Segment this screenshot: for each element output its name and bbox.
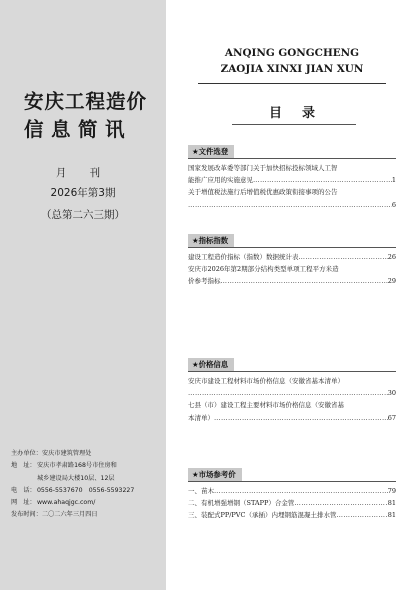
toc-entry-page: 67	[387, 413, 396, 422]
toc-section-indices	[188, 228, 396, 288]
toc-entry-title: 安庆市建设工程材料市场价格信息（安徽省基本清单）	[188, 377, 344, 385]
website-row	[11, 497, 165, 509]
address-row	[11, 460, 165, 472]
section-label: ★文件选登	[188, 145, 234, 158]
section-label: ★价格信息	[188, 358, 234, 371]
toc-entry[interactable]	[188, 162, 396, 186]
section-label: ★市场参考价	[188, 468, 242, 481]
phone-label: 电 话：	[11, 486, 36, 494]
colophon	[11, 448, 165, 522]
section-rule	[188, 158, 396, 159]
toc-entry-leader	[188, 275, 396, 287]
address-line1: 安庆市孝肃路168号市住房和	[37, 462, 117, 470]
website-link[interactable]: www.ahaqjgc.com/	[37, 499, 96, 507]
toc-entry[interactable]	[188, 186, 396, 210]
english-masthead	[178, 46, 406, 77]
section-rule	[188, 247, 396, 248]
section-label: ★指标指数	[188, 234, 234, 247]
english-masthead-line2: ZAOJIA XINXI JIAN XUN	[220, 62, 364, 75]
toc-entry-page: 1	[391, 176, 396, 185]
section-rule	[188, 371, 396, 372]
publish-date-row	[11, 509, 165, 521]
toc-entry-page: 26	[387, 253, 396, 261]
toc-entry-title: 安庆市2026年第2期部分结构类型单项工程平方米造	[188, 265, 339, 274]
toc-title: 目录	[268, 106, 335, 121]
total-issue-number: （总第二六三期）	[41, 209, 125, 221]
phone-row	[11, 485, 165, 497]
toc-entry[interactable]	[188, 263, 396, 287]
address-line2: 城乡建设局大楼10层、12层	[37, 474, 115, 482]
toc-section-market-reference	[188, 462, 396, 522]
toc-entry-title: 关于增值税法施行后增值税优惠政策衔接事项的公告	[188, 188, 338, 197]
section-rule	[188, 481, 396, 482]
toc-section-documents	[188, 139, 396, 211]
toc-entry-title: 一、苗木	[188, 487, 214, 495]
address-label: 地 址：	[11, 462, 36, 470]
toc-entry-title: 七县（市）建设工程主要材料市场价格信息（安徽省基	[188, 401, 344, 410]
toc-entry[interactable]	[188, 485, 396, 497]
english-masthead-line1: ANQING GONGCHENG	[224, 47, 360, 59]
toc-entry-page: 79	[387, 487, 396, 495]
toc-entry-title: 二、有机增强增钢（STAPP）合金管	[188, 499, 295, 508]
masthead-divider	[198, 83, 386, 84]
toc-entry-title: 建设工程造价指标（指数）数据统计表	[188, 253, 299, 261]
phone-value: 0556-5537670 0556-5593227	[37, 486, 135, 494]
toc-title-underline	[232, 124, 356, 125]
toc-entry-page: 29	[387, 277, 396, 286]
sponsor-value: 安庆市建筑管理处	[41, 450, 92, 457]
magazine-title-line2: 信息简讯	[24, 118, 133, 142]
toc-entry-leader	[188, 412, 396, 424]
toc-entry-page: 30	[387, 389, 396, 398]
publish-date-value: 二〇二六年三月四日	[41, 511, 98, 519]
toc-entry-title-cont: 能推广应用的实施意见	[188, 176, 253, 185]
toc-entry-title: 国家发展改革委等部门关于加快招标投标领域人工智	[188, 164, 338, 172]
toc-entry-leader	[188, 387, 396, 399]
toc-entry-leader	[188, 174, 396, 186]
toc-entry[interactable]	[188, 251, 396, 263]
toc-entry-title: 三、装配式PP/PVC（承插）内埋钢筋混凝土排水管	[188, 511, 337, 520]
sponsor-row	[11, 448, 165, 460]
publication-frequency: 月 刊	[55, 167, 111, 179]
toc-section-prices	[188, 352, 396, 424]
toc-entry-page: 6	[391, 200, 396, 209]
magazine-title-line1: 安庆工程造价	[24, 90, 148, 113]
toc-entry-page: 81	[387, 499, 396, 508]
publish-date-label: 发布时间：	[11, 511, 42, 519]
toc-entry[interactable]	[188, 399, 396, 423]
website-label: 网 址：	[11, 499, 36, 507]
magazine-title	[24, 88, 156, 145]
toc-entry-page: 81	[387, 511, 396, 520]
toc-entry[interactable]	[188, 375, 396, 399]
issue-number: 2026年第3期	[50, 187, 116, 199]
toc-entry[interactable]	[188, 497, 396, 509]
sponsor-label: 主办单位：	[11, 450, 42, 457]
toc-entry-title-cont: 价参考指标	[188, 277, 221, 286]
toc-entry-title-cont: 本清单）	[188, 413, 214, 422]
toc-entry-leader	[188, 199, 396, 211]
toc-entry[interactable]	[188, 509, 396, 521]
